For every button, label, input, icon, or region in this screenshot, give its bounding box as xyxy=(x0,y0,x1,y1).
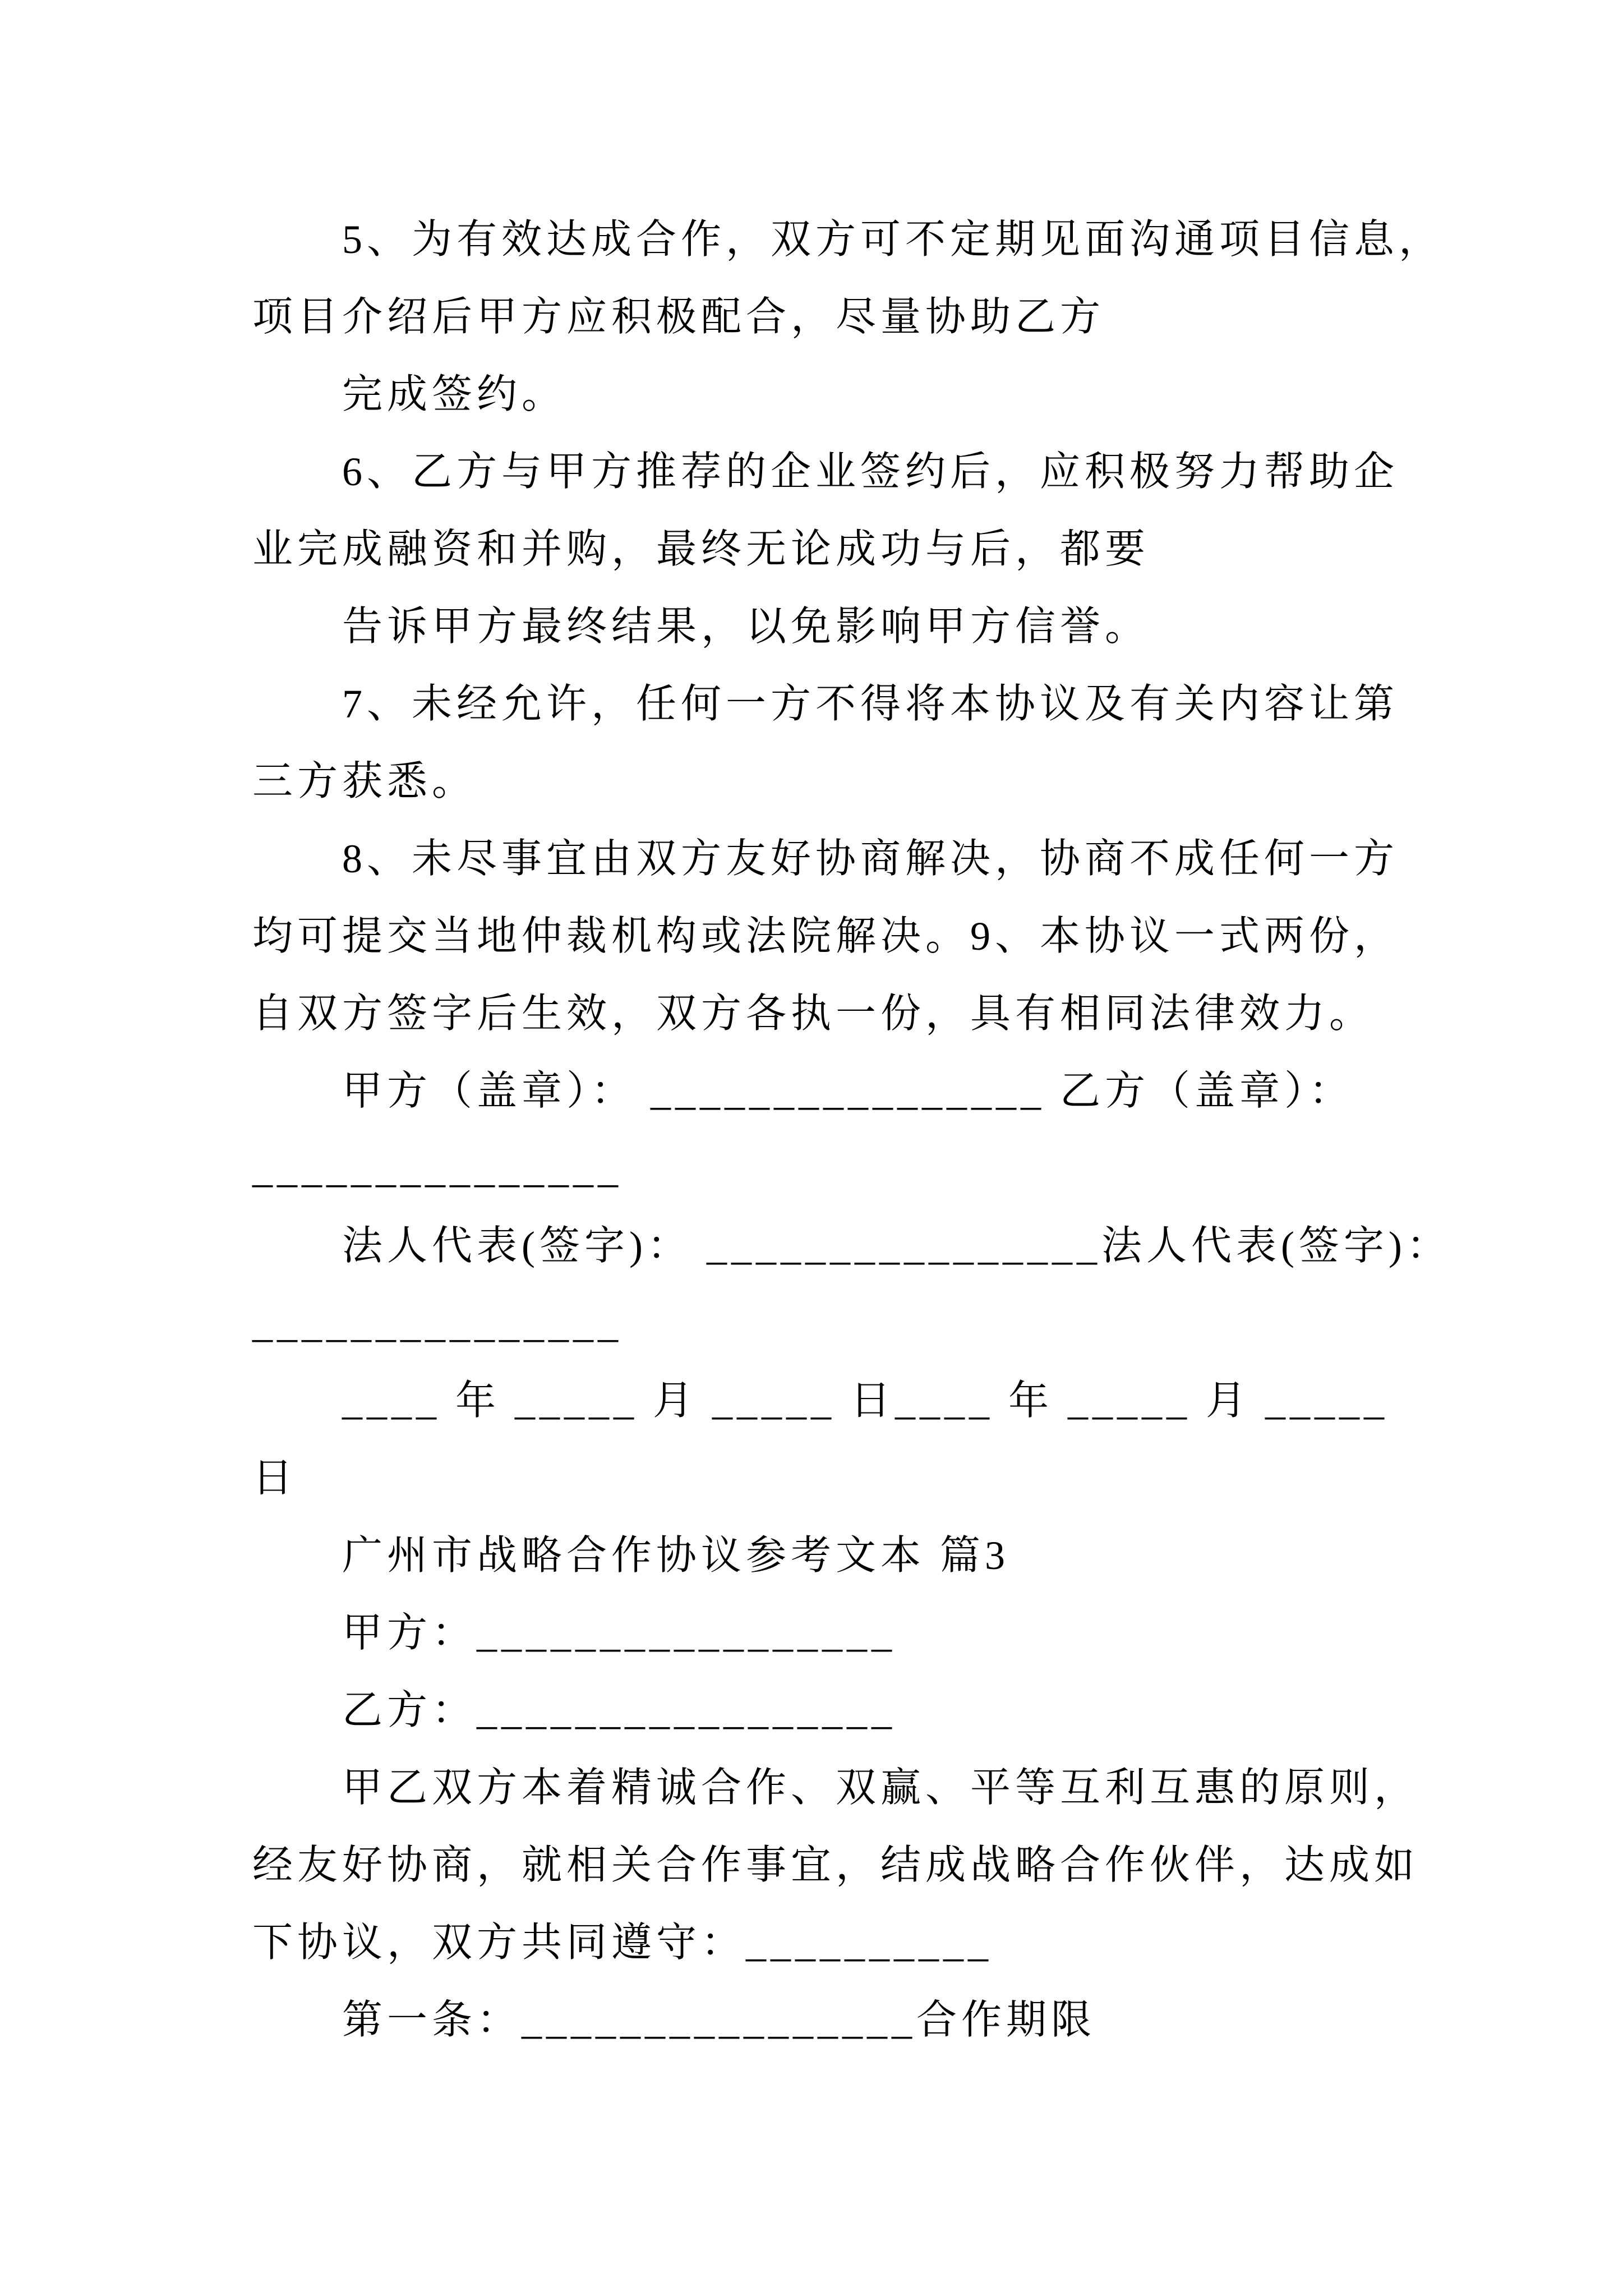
text-line: 三方获悉。 xyxy=(252,759,477,804)
text-line: 完成签约。 xyxy=(342,372,567,417)
text-line: ____ 年 _____ 月 _____ 日____ 年 _____ 月 _____ xyxy=(342,1378,1389,1423)
text-line: 第一条：________________合作期限 xyxy=(342,1998,1096,2042)
text-line: 5、为有效达成合作，双方可不定期见面沟通项目信息， xyxy=(342,217,1444,262)
text-line: 甲方：_________________ xyxy=(342,1611,897,1655)
text-line: 业完成融资和并购，最终无论成功与后，都要 xyxy=(252,527,1150,572)
text-line: _______________ xyxy=(252,1146,623,1191)
text-line: 8、未尽事宜由双方友好协商解决，协商不成任何一方 xyxy=(342,836,1399,881)
text-line: 下协议，双方共同遵守：__________ xyxy=(252,1920,993,1965)
text-line: 乙方：_________________ xyxy=(342,1688,897,1733)
text-line: 广州市战略合作协议参考文本 篇3 xyxy=(342,1533,1010,1578)
text-line: 告诉甲方最终结果，以免影响甲方信誉。 xyxy=(342,604,1150,649)
text-line: 法人代表(签字)： ________________法人代表(签字)： xyxy=(342,1223,1451,1268)
text-line: 经友好协商，就相关合作事宜，结成战略合作伙伴，达成如 xyxy=(252,1843,1419,1888)
text-line: 7、未经允许，任何一方不得将本协议及有关内容让第 xyxy=(342,682,1399,726)
text-line: 6、乙方与甲方推荐的企业签约后，应积极努力帮助企 xyxy=(342,449,1399,494)
text-line: _______________ xyxy=(252,1301,623,1346)
text-line: 均可提交当地仲裁机构或法院解决。9、本协议一式两份， xyxy=(252,914,1399,959)
text-line: 甲方（盖章）： ________________ 乙方（盖章）： xyxy=(342,1069,1354,1114)
text-line: 自双方签字后生效，双方各执一份，具有相同法律效力。 xyxy=(252,991,1375,1036)
text-line: 甲乙双方本着精诚合作、双赢、平等互利互惠的原则， xyxy=(342,1765,1419,1810)
text-line: 日 xyxy=(252,1456,298,1501)
text-line: 项目介绍后甲方应积极配合，尽量协助乙方 xyxy=(252,295,1105,339)
